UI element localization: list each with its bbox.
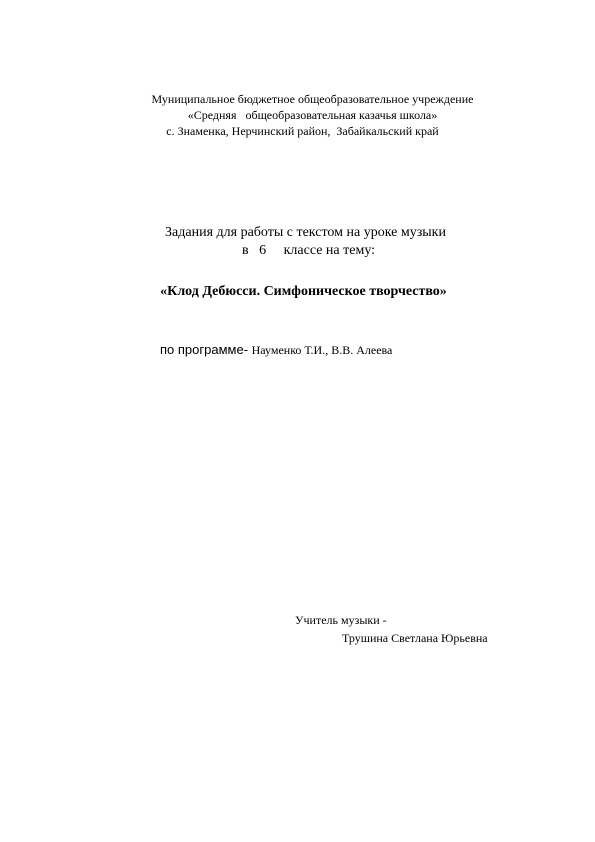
task-grade: в 6 классе на тему: (242, 243, 376, 258)
teacher-role: Учитель музыки - (295, 613, 387, 627)
task-title: Задания для работы с текстом на уроке музыки (165, 225, 446, 240)
school-name: «Средняя общеобразовательная казачья школа» (187, 108, 438, 122)
teacher-name: Трушина Светлана Юрьевна (342, 631, 488, 645)
institution-name: Муниципальное бюджетное общеобразовательное учреждение (151, 92, 474, 106)
lesson-topic: «Клод Дебюсси. Симфоническое творчество» (160, 284, 447, 299)
program-prefix: по программе- (160, 342, 252, 357)
institution-header (0, 91, 595, 139)
program-line (160, 342, 392, 358)
program-authors: Науменко Т.И., В.В. Алеева (251, 343, 393, 357)
school-address: с. Знаменка, Нерчинский район, Забайкальский край (166, 124, 439, 138)
task-heading (0, 224, 595, 258)
